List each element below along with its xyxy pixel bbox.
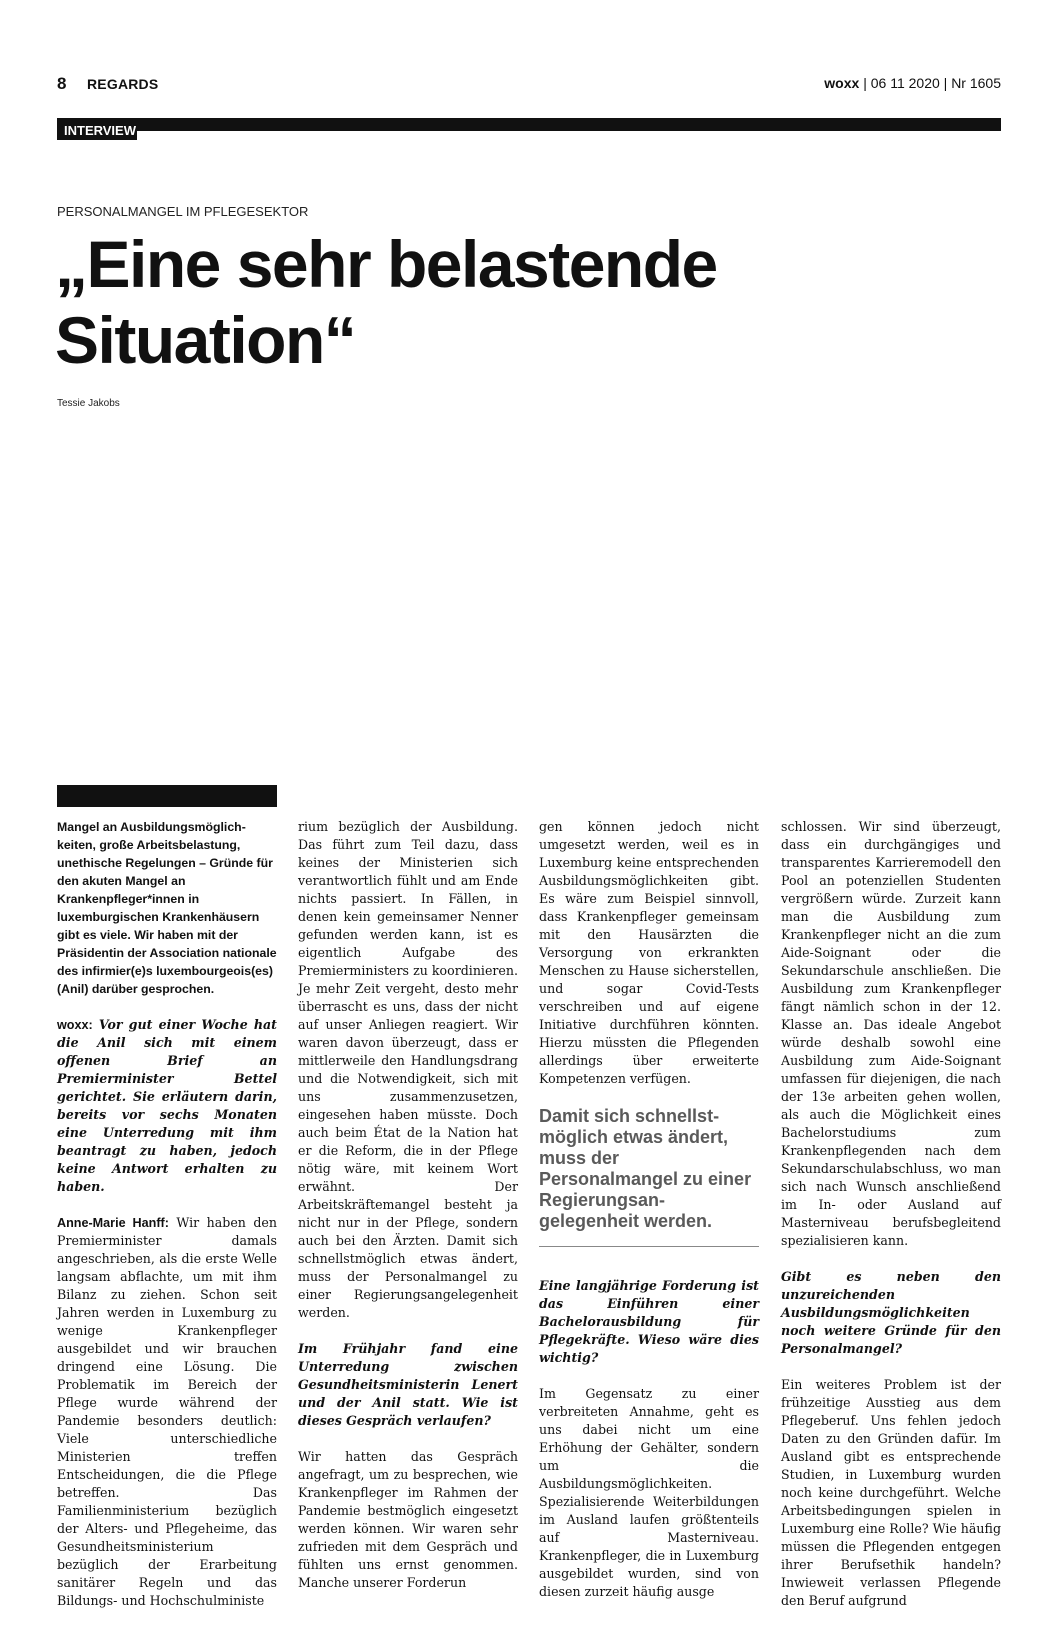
answer-3-part-2: schlossen. Wir sind überzeugt, dass ein durchgängiges und transparentes Karrieremodell den Pool an potenziellen Studenten vergrößern würde. Zurzeit kann man die Ausbildung zum Krankenpfleger nicht an die zum Aide-Soignant oder die Sekundarschule anschließen. Die Ausbildung zum Krankenpfleger fängt nämlich schon in der 12. Klasse an. Das ideale Angebot würde deshalb sowohl eine Ausbildung zum Aide-Soignant umfassen für diejenigen, die nach der 13e arbeiten gehen wollen, als auch die Möglichkeit eines Bachelorstudiums zum Krankenpflegenden nach dem Sekundarschulabschluss, wo man sich nach Wunsch anschließend im In- oder Ausland auf Masterniveau berufsbegleitend spezialisieren kann.	[781, 819, 1001, 1248]
article-column-4	[781, 818, 1001, 1628]
issue-info	[824, 75, 1001, 91]
question-4: Gibt es neben den unzureichenden Ausbildungsmöglichkeiten noch weitere Gründe für den Personalmangel?	[781, 1269, 1001, 1356]
separator: |	[943, 75, 948, 91]
byline: Tessie Jakobs	[57, 398, 120, 409]
section-name: REGARDS	[87, 76, 159, 92]
answer-3-part-1: Im Gegensatz zu einer verbreiteten Annahme, geht es uns dabei nicht um eine Erhöhung der Gehälter, sondern um die Ausbildungsmöglichkeiten. Spezialisierende Weiterbildungen im Ausland laufen größtenteils auf Masterniveau. Krankenpfleger, die in Luxemburg ausgebildet wurden, sind von diesen zurzeit häufig ausge	[539, 1386, 759, 1599]
issue-number: Nr 1605	[951, 75, 1001, 91]
issue-date: 06 11 2020	[870, 75, 940, 91]
header-rule	[57, 118, 1001, 131]
answer-1-text: Wir haben den Premierminister damals angeschrieben, als die erste Welle langsam abflachte, um mit ihm Bilanz zu ziehen. Schon seit Jahren werden in Luxemburg zu wenige Krankenpfleger ausgebildet und wir brauchen dringend eine Lösung. Die Problematik im Bereich der Pflege wurde während der Pandemie besonders deutlich: Viele unterschiedliche Ministerien treffen Entscheidungen, die die Pflege betreffen. Das Familienministerium bezüglich der Alters- und Pflegeheime, das Gesundheitsministerium bezüglich der Erarbeitung sanitärer Regeln und das Bildungs- und Hochschulministe	[57, 1215, 277, 1608]
question-2: Im Frühjahr fand eine Unterredung zwischen Gesundheitsministerin Lenert und der Anil statt. Wie ist dieses Gespräch verlaufen?	[298, 1341, 518, 1428]
kicker: PERSONALMANGEL IM PFLEGESEKTOR	[57, 204, 309, 219]
page-number: 8	[57, 74, 67, 93]
answer-4: Ein weiteres Problem ist der frühzeitige Ausstieg aus dem Pflegeberuf. Uns fehlen jedoch Daten zu den Gründen dafür. Im Ausland gibt es entsprechende Studien, in Luxemburg wurden noch keine durchgeführt. Welche Arbeitsbedingungen spielen in Luxemburg eine Rolle? Wie häufig müssen die Pflegenden entgegen ihrer Berufsethik handeln? Inwieweit verlassen Pflegende den Beruf aufgrund	[781, 1377, 1002, 1608]
answer-2-part-2: gen können jedoch nicht umgesetzt werden, weil es in Luxemburg keine entsprechenden Ausbildungsmöglichkeiten gibt. Es wäre zum Beispiel sinnvoll, dass Krankenpfleger gemeinsam mit den Hausärzten die Versorgung von erkrankten Menschen zu Hause sicherstellen, und sogar Covid-Tests verschreiben und auf eigene Initiative durchführen könnten. Hierzu müssten die Pflegenden allerdings über erweiterte Kompetenzen verfügen.	[539, 819, 759, 1086]
article-column-3	[539, 818, 759, 1619]
rubric-label: INTERVIEW	[57, 120, 137, 140]
headline: „Eine sehr belastende Situation“	[55, 227, 717, 377]
column-bar	[57, 785, 277, 807]
question-1-text: Vor gut einer Woche hat die Anil sich mit einem offenen Brief an Premierminister Bettel gerichtet. Sie erläutern darin, bereits vor sechs Monaten eine Unterredung mit ihm beantragt zu haben, jedoch keine Antwort erhalten zu haben.	[57, 1017, 277, 1194]
interviewee: Anne-Marie Hanff:	[57, 1216, 169, 1230]
question-1	[57, 1016, 277, 1196]
question-3: Eine langjährige Forderung ist das Einführen einer Bachelorausbildung für Pflegekräfte. Wieso wäre dies wichtig?	[539, 1278, 759, 1365]
interviewer: woxx:	[57, 1018, 93, 1032]
separator: |	[863, 75, 867, 91]
page-header	[57, 74, 1001, 96]
article-column-2	[298, 818, 518, 1610]
answer-1-part-2: rium bezüglich der Ausbildung. Das führt zum Teil dazu, dass keines der Ministerien sich verantwortlich fühlt und am Ende nichts passiert. In Fällen, in denen kein gemeinsamer Nenner gefunden werden kann, ist es eigentlich Aufgabe des Premierministers zu koordinieren. Je mehr Zeit vergeht, desto mehr überrascht es uns, dass der nicht auf unser Anliegen reagiert. Wir waren davon überzeugt, dass er mittlerweile den Handlungsdrang und die Notwendigkeit, sich mit uns zusammenzusetzen, eingesehen haben müsste. Doch auch beim État de la Nation hat er die Reform, die in der Pflege nötig wäre, mit keinem Wort erwähnt. Der Arbeitskräftemangel besteht ja nicht nur in der Pflege, sondern auch bei den Ärzten. Damit sich schnellstmöglich etwas ändert, muss der Personalmangel zu einer Regierungsangelegenheit werden.	[298, 819, 518, 1320]
lead-paragraph: Mangel an Ausbildungsmöglichkeiten, große Arbeitsbelastung, unethische Regelungen – Gründe für den akuten Mangel an Krankenpfleger*innen in luxemburgischen Krankenhäusern gibt es viele. Wir haben mit der Präsidentin der Association nationale des infirmier(e)s luxembourgeois(es) (Anil) darüber gesprochen.	[57, 820, 277, 996]
pull-quote: Damit sich schnellstmöglich etwas ändert, muss der Personalmangel zu einer Regierungsangelegenheit werden.	[539, 1106, 759, 1247]
article-column-1	[57, 818, 277, 1628]
answer-2-part-1: Wir hatten das Gespräch angefragt, um zu besprechen, wie Krankenpfleger im Rahmen der Pandemie bestmöglich eingesetzt werden können. Wir waren sehr zufrieden mit dem Gespräch und fühlten uns ernst genommen. Manche unserer Forderun	[298, 1449, 518, 1590]
answer-1-part-1	[57, 1214, 277, 1610]
brand-name: woxx	[824, 75, 860, 91]
